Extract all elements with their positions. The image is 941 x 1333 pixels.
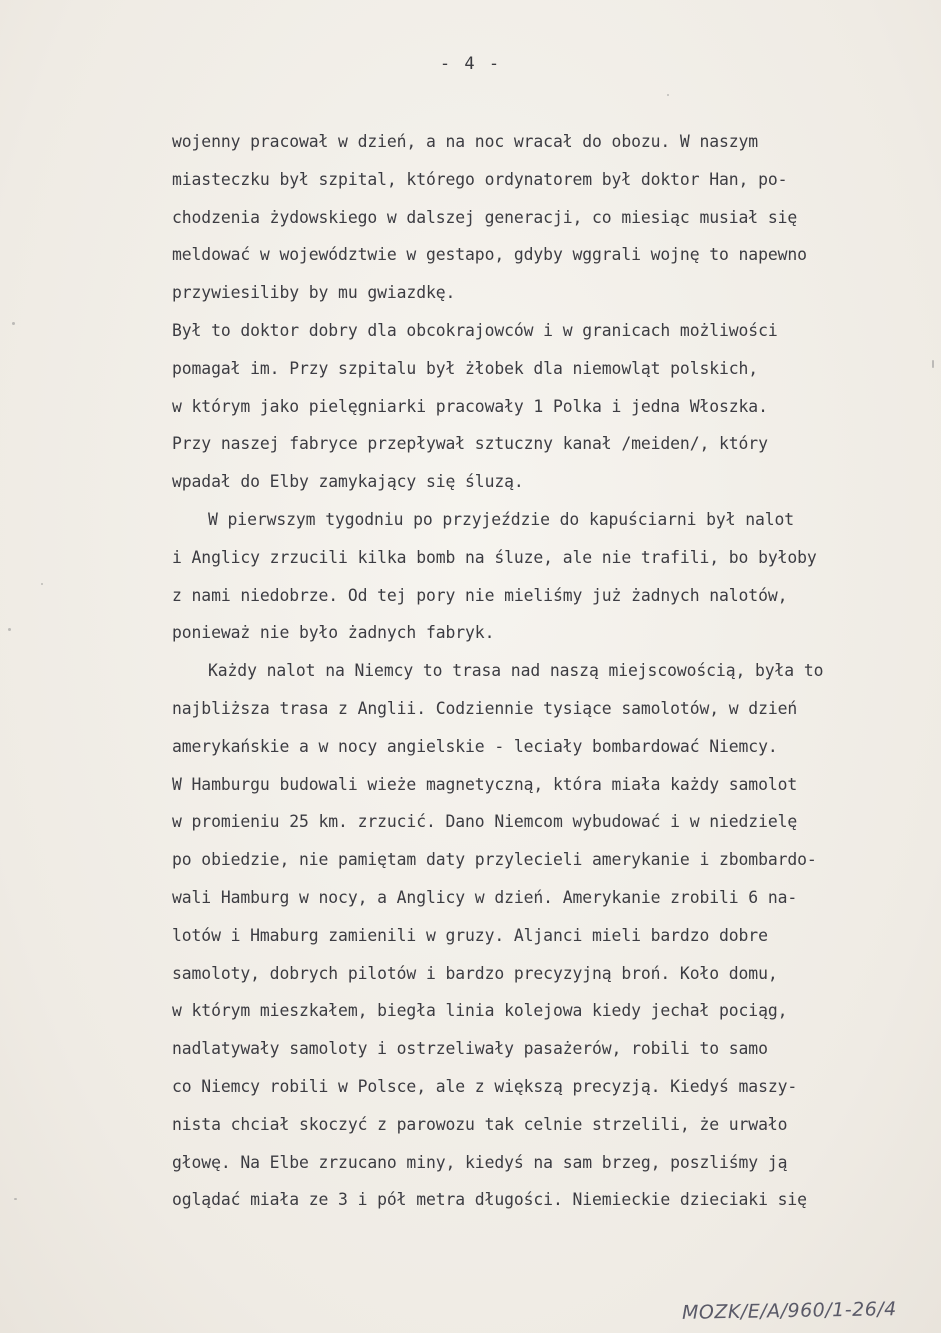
text-line: wojenny pracował w dzień, a na noc wracał do obozu. W naszym xyxy=(172,132,759,151)
text-line: W Hamburgu budowali wieże magnetyczną, która miała każdy samolot xyxy=(172,774,798,794)
page-number: - 4 - xyxy=(439,54,502,74)
archive-signature: MOZK/E/A/960/1-26/4 xyxy=(681,1298,897,1324)
text-line: ponieważ nie było żadnych fabryk. xyxy=(172,623,495,643)
paper-speck xyxy=(14,1198,17,1200)
text-line: wpadał do Elby zamykający się śluzą. xyxy=(172,472,524,492)
text-line: oglądać miała ze 3 i pół metra długości. Niemieckie dzieciaki się xyxy=(172,1190,807,1210)
paper-speck xyxy=(41,583,43,585)
text-line: i Anglicy zrzucili kilka bomb na śluze, ale nie trafili, bo byłoby xyxy=(172,547,817,567)
paper-speck xyxy=(8,628,11,631)
text-line: w promieniu 25 km. zrzucić. Dano Niemcom wybudować i w niedzielę xyxy=(172,812,798,832)
text-line: przywiesiliby by mu gwiazdkę. xyxy=(172,283,456,303)
text-line: meldować w województwie w gestapo, gdyby wggrali wojnę to napewno xyxy=(172,245,807,265)
text-line: w którym mieszkałem, biegła linia kolejowa kiedy jechał pociąg, xyxy=(172,1001,788,1021)
body-text xyxy=(172,128,917,1224)
text-line: W pierwszym tygodniu po przyjeździe do kapuściarni był nalot xyxy=(208,509,795,529)
text-line: po obiedzie, nie pamiętam daty przylecieli amerykanie i zbombardo- xyxy=(172,850,817,870)
text-line: amerykańskie a w nocy angielskie - leciały bombardować Niemcy. xyxy=(172,736,778,756)
text-line: nadlatywały samoloty i ostrzeliwały pasażerów, robili to samo xyxy=(172,1039,768,1059)
text-line: najbliższa trasa z Anglii. Codziennie tysiące samolotów, w dzień xyxy=(172,698,798,718)
text-line: w którym jako pielęgniarki pracowały 1 Polka i jedna Włoszka. xyxy=(172,396,768,416)
text-line: lotów i Hmaburg zamienili w gruzy. Aljanci mieli bardzo dobre xyxy=(172,925,768,945)
text-line: Przy naszej fabryce przepływał sztuczny kanał /meiden/, który xyxy=(172,434,768,454)
text-line: co Niemcy robili w Polsce, ale z większą precyzją. Kiedyś maszy- xyxy=(172,1076,798,1096)
text-line: chodzenia żydowskiego w dalszej generacji, co miesiąc musiał się xyxy=(172,207,798,227)
paper-speck xyxy=(12,322,15,325)
text-line: wali Hamburg w nocy, a Anglicy w dzień. Amerykanie zrobili 6 na- xyxy=(172,887,798,907)
text-line: z nami niedobrze. Od tej pory nie mieliśmy już żadnych nalotów, xyxy=(172,585,788,605)
text-line: Każdy nalot na Niemcy to trasa nad naszą miejscowością, była to xyxy=(208,661,824,681)
text-line: nista chciał skoczyć z parowozu tak celnie strzelili, że urwało xyxy=(172,1114,788,1134)
paper-speck xyxy=(932,360,934,368)
text-line: samoloty, dobrych pilotów i bardzo precyzyjną broń. Koło domu, xyxy=(172,963,778,983)
text-line: głowę. Na Elbe zrzucano miny, kiedyś na sam brzeg, poszliśmy ją xyxy=(172,1152,788,1172)
text-line: Był to doktor dobry dla obcokrajowców i w granicach możliwości xyxy=(172,320,778,340)
text-line: miasteczku był szpital, którego ordynatorem był doktor Han, po- xyxy=(172,169,788,189)
paper-speck xyxy=(667,94,669,96)
text-line: pomagał im. Przy szpitalu był żłobek dla niemowląt polskich, xyxy=(172,358,759,378)
